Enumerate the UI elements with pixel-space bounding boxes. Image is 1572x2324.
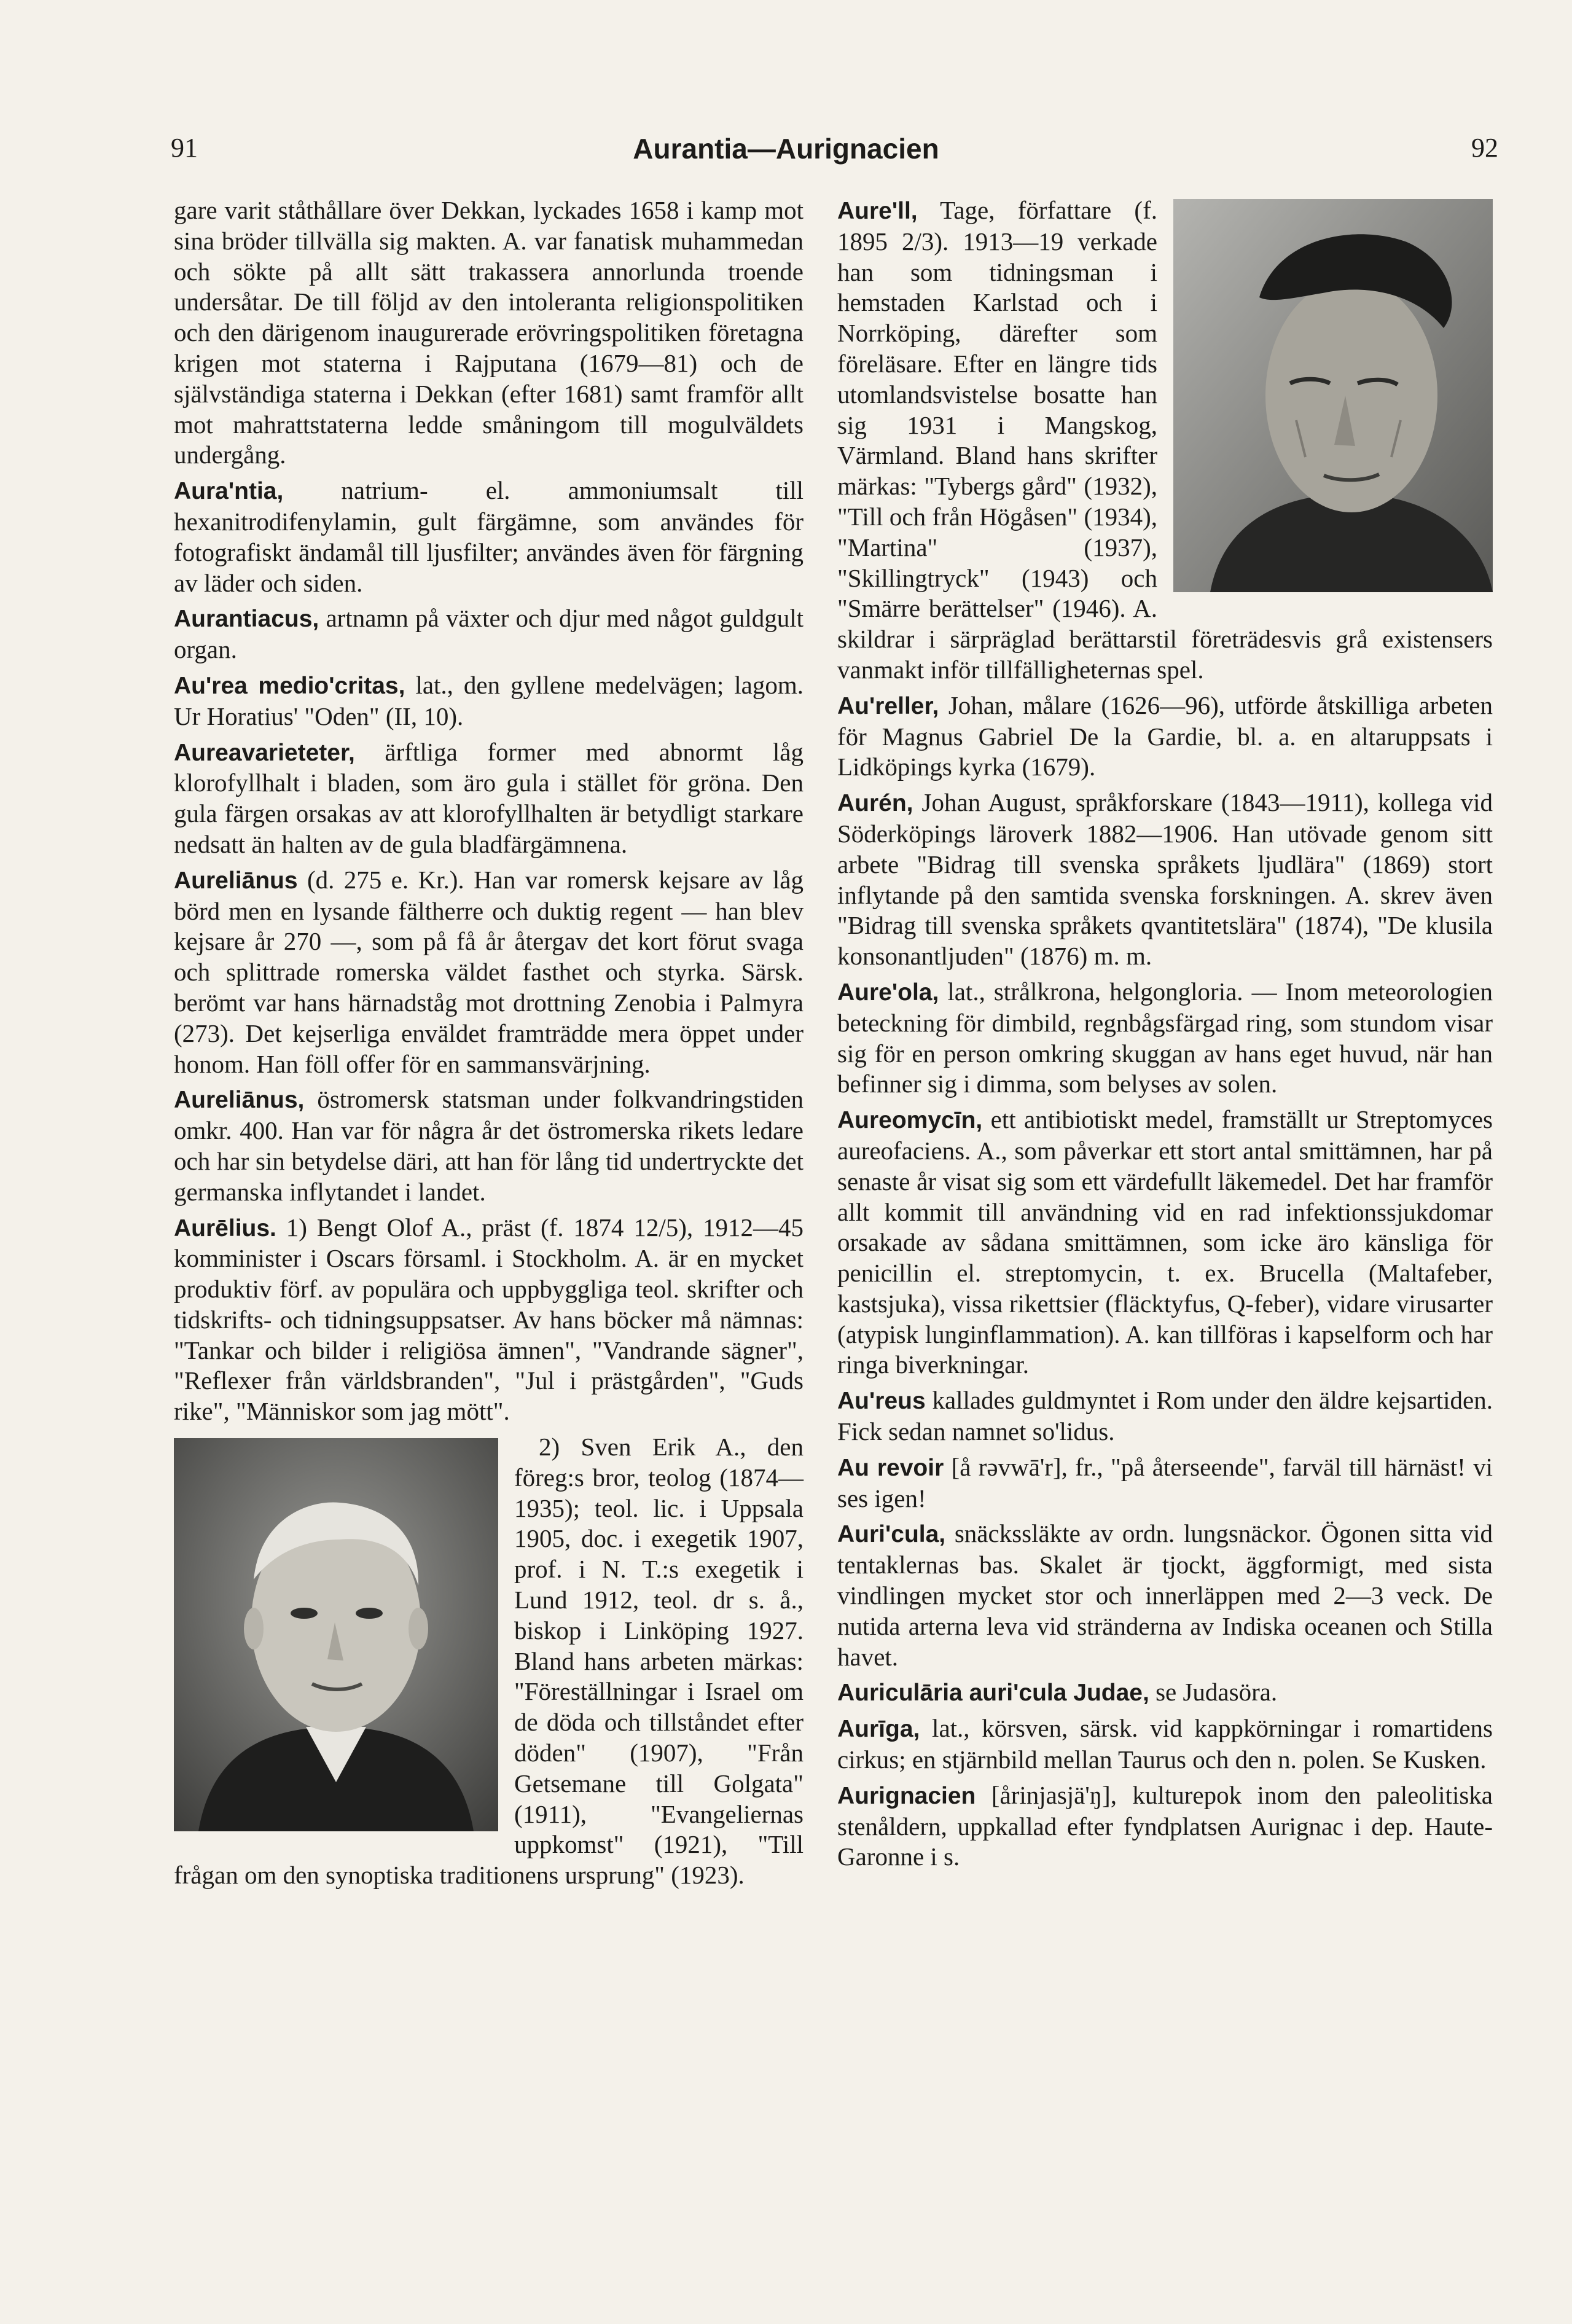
right-column bbox=[837, 195, 1493, 2247]
entry-aurantiacus bbox=[174, 603, 804, 665]
entry-text: (d. 275 e. Kr.). Han var romersk kejsare av låg börd men en lysande fältherre och duktig regent — han blev kejsare år 270 —, som på få år återgav det kort förut svaga och splittrade romerska väldet fasthet och styrka. Särsk. berömt var hans härnadståg mot drottning Zenobia i Palmyra (273). Det kejserliga enväldet framträdde mera öppet under honom. Han föll offer för en sammansvärjning. bbox=[174, 865, 804, 1078]
entry-text: [årinjasjä'ŋ], kulturepok inom den paleolitiska stenåldern, uppkallad efter fyndplatsen Aurignac i dep. Haute-Garonne i s. bbox=[837, 1780, 1493, 1871]
portrait-photo-sven-erik-aurelius bbox=[174, 1438, 498, 1831]
running-title: Aurantia—Aurignacien bbox=[633, 133, 939, 165]
entry-text: lat., körsven, särsk. vid kappkörningar i romartidens cirkus; en stjärnbild mellan Taurus och den n. polen. Se Kusken. bbox=[837, 1714, 1493, 1774]
page-number-right: 92 bbox=[1471, 133, 1498, 163]
entry-aureomycin bbox=[837, 1105, 1493, 1380]
running-head bbox=[0, 132, 1572, 175]
entry-headword: Aureavarieteter, bbox=[174, 739, 355, 766]
entry-text: gare varit ståthållare över Dekkan, lyckades 1658 i kamp mot sina bröder tillvälla sig makten. A. var fanatisk muhammedan och sökte på allt sätt trakassera annorlunda troende undersåtar. De till följd av den intoleranta religionspolitiken och den därigenom inaugurerade erövringspolitiken företagna krigen mot staterna i Rajputana (1679—81) och de självständiga staterna i Dekkan (efter 1681) samt framför allt mot mahrattstaterna ledde småningom till mogulväldets undergång. bbox=[174, 196, 804, 469]
entry-text: 1) Bengt Olof A., präst (f. 1874 12/5), 1912—45 komminister i Oscars församl. i Stockholm. A. är en mycket produktiv förf. av populära och uppbyggliga teol. skrifter och tidskrifts- och tidningsuppsatser. Av hans böcker må nämnas: "Tankar och bilder i religiösa ämnen", "Vandrande sägner", "Reflexer från världsbranden", "Jul i prästgården", "Guds rike", "Människor som jag mött". bbox=[174, 1213, 804, 1426]
entry-text: Johan, målare (1626—96), utförde åtskilliga arbeten för Magnus Gabriel De la Gardie, bl. a. en altaruppsats i Lidköpings kyrka (1679). bbox=[837, 691, 1493, 781]
entry-text: natrium- el. ammoniumsalt till hexanitrodifenylamin, gult färgämne, som användes för fotografiskt ändamål till ljusfilter; användes även för färgning av läder och siden. bbox=[174, 476, 804, 597]
entry-headword: Auriculāria auri'cula Judae, bbox=[837, 1680, 1149, 1707]
entry-text: lat., den gyllene medelvägen; lagom. Ur Horatius' "Oden" (II, 10). bbox=[174, 670, 804, 730]
page-number-left: 91 bbox=[171, 133, 198, 163]
entry-text: Johan August, språkforskare (1843—1911), kollega vid Söderköpings läroverk 1882—1906. Han utövade genom sitt arbete "Bidrag till svenska språkets ljudlära" (1869) stort inflytande på den samtida svenska forskningen. A. skrev även "Bidrag till svenska språkets qvantitetslära" (1874), "De klusila konsonantljuden" (1876) m. m. bbox=[837, 788, 1493, 971]
entry-aurelianus-emperor bbox=[174, 865, 804, 1080]
entry-headword: Aura'ntia, bbox=[174, 478, 284, 505]
entry-headword: Auri'cula, bbox=[837, 1521, 946, 1548]
entry-aurignacien bbox=[837, 1780, 1493, 1872]
entry-text: Tage, författare (f. 1895 2/3). 1913—19 verkade han som tidningsman i hemstaden Karlstad och i Norrköping, därefter som föreläsare. Efter en längre tids utomlandsvistelse bosatte han sig 1931 i Mangskog, Värmland. Bland hans skrifter märkas: "Tybergs gård" (1932), "Till och från Högåsen" (1934), "Martina" (1937), "Skillingtryck" (1943) och "Smärre berättelser" (1946). A. skildrar i särpräglad berättarstil företrädesvis grå existensers vanmakt inför tillfälligheternas spel. bbox=[837, 196, 1493, 684]
entry-headword: Aure'ola, bbox=[837, 979, 939, 1006]
entry-text: artnamn på växter och djur med något guldgult organ. bbox=[174, 604, 804, 664]
entry-headword: Au'reus bbox=[837, 1388, 926, 1415]
entry-text: snäckssläkte av ordn. lungsnäckor. Ögonen sitta vid tentaklernas bas. Skalet är tjockt, äggformigt, med sista vindlingen mycket stor och innerläppen med 2—3 veck. De nutida arterna leva vid stränderna av Indiska oceanen och Stilla havet. bbox=[837, 1519, 1493, 1671]
entry-headword: Aurantiacus, bbox=[174, 606, 319, 633]
entry-headword: Aurignacien bbox=[837, 1782, 976, 1809]
entry-headword: Aureliānus, bbox=[174, 1087, 305, 1114]
entry-text: [å rəvwā'r], fr., "på återseende", farväl till härnäst! vi ses igen! bbox=[837, 1452, 1493, 1512]
entry-headword: Au revoir bbox=[837, 1454, 944, 1481]
entry-auricularia bbox=[837, 1677, 1493, 1708]
entry-aureller bbox=[837, 691, 1493, 783]
entry-headword: Aurīga, bbox=[837, 1716, 920, 1743]
left-column bbox=[174, 195, 804, 2247]
entry-aurantia bbox=[174, 475, 804, 598]
entry-aurelius bbox=[174, 1213, 804, 1428]
entry-aureavarieteter bbox=[174, 737, 804, 860]
entry-text: ett antibiotiskt medel, framställt ur Streptomyces aureofaciens. A., som påverkar ett stort antal smittämnen, har på senaste år visat sig som ett värdefullt läkemedel. Det har framför allt kommit till användning vid en rad infektionssjukdomar orsakade av sådana smittämnen, som icke äro känsliga för penicillin el. streptomycin, t. ex. Brucella (Maltafeber, kastsjuka), vissa rikettsier (fläcktyfus, Q-feber), vidare virusarter (atypisk lunginflammation). A. kan tillföras i kapselform och har ringa biverkningar. bbox=[837, 1105, 1493, 1379]
entry-aurea-mediocritas bbox=[174, 670, 804, 732]
entry-continuation bbox=[174, 195, 804, 471]
entry-headword: Au'reller, bbox=[837, 692, 939, 719]
entry-headword: Aureliānus bbox=[174, 867, 298, 894]
entry-auriga bbox=[837, 1713, 1493, 1775]
entry-aureus bbox=[837, 1385, 1493, 1447]
entry-text: se Judasöra. bbox=[1149, 1678, 1278, 1707]
entry-aureola bbox=[837, 977, 1493, 1100]
entry-au-revoir bbox=[837, 1452, 1493, 1514]
entry-text: östromersk statsman under folkvandringstiden omkr. 400. Han var för några år det östromerska rikets ledare och har sin betydelse däri, att han för lång tid undertryckte det germanska inflytandet i landet. bbox=[174, 1085, 804, 1206]
entry-headword: Aurēlius. bbox=[174, 1215, 276, 1242]
entry-aurelianus-statesman bbox=[174, 1084, 804, 1207]
entry-headword: Au'rea medio'critas, bbox=[174, 672, 405, 699]
portrait-photo-tage-aurell bbox=[1173, 199, 1493, 592]
entry-text: lat., strålkrona, helgongloria. — Inom meteorologien beteckning för dimbild, regnbågsfärgad ring, som stundom visar sig för en person omkring skuggan av hans eget huvud, när han befinner sig i dimma, som belyses av solen. bbox=[837, 977, 1493, 1098]
entry-headword: Aurén, bbox=[837, 790, 913, 817]
entry-text: ärftliga former med abnormt låg klorofyllhalt i bladen, som äro gula i stället för gröna. Den gula färgen orsakas av att klorofyllhalten är betydligt starkare nedsatt än halten av de gula bladfärgämnena. bbox=[174, 737, 804, 858]
entry-text: kallades guldmyntet i Rom under den äldre kejsartiden. Fick sedan namnet so'lidus. bbox=[837, 1386, 1493, 1446]
entry-auricula bbox=[837, 1519, 1493, 1672]
entry-auren bbox=[837, 788, 1493, 972]
entry-text: 2) Sven Erik A., den föreg:s bror, teolog (1874—1935); teol. lic. i Uppsala 1905, doc. i exegetik 1907, prof. i N. T.:s exegetik i Lund 1912, teol. dr s. å., biskop i Linköping 1927. Bland hans arbeten märkas: "Föreställningar i Israel om de döda och tillståndet efter döden" (1907), "Från Getsemane till Golgata" (1911), "Evangeliernas uppkomst" (1921), "Till frågan om den synoptiska traditionens ursprung" (1923). bbox=[174, 1433, 804, 1890]
entry-headword: Aure'll, bbox=[837, 198, 918, 224]
entry-headword: Aureomycīn, bbox=[837, 1107, 983, 1134]
